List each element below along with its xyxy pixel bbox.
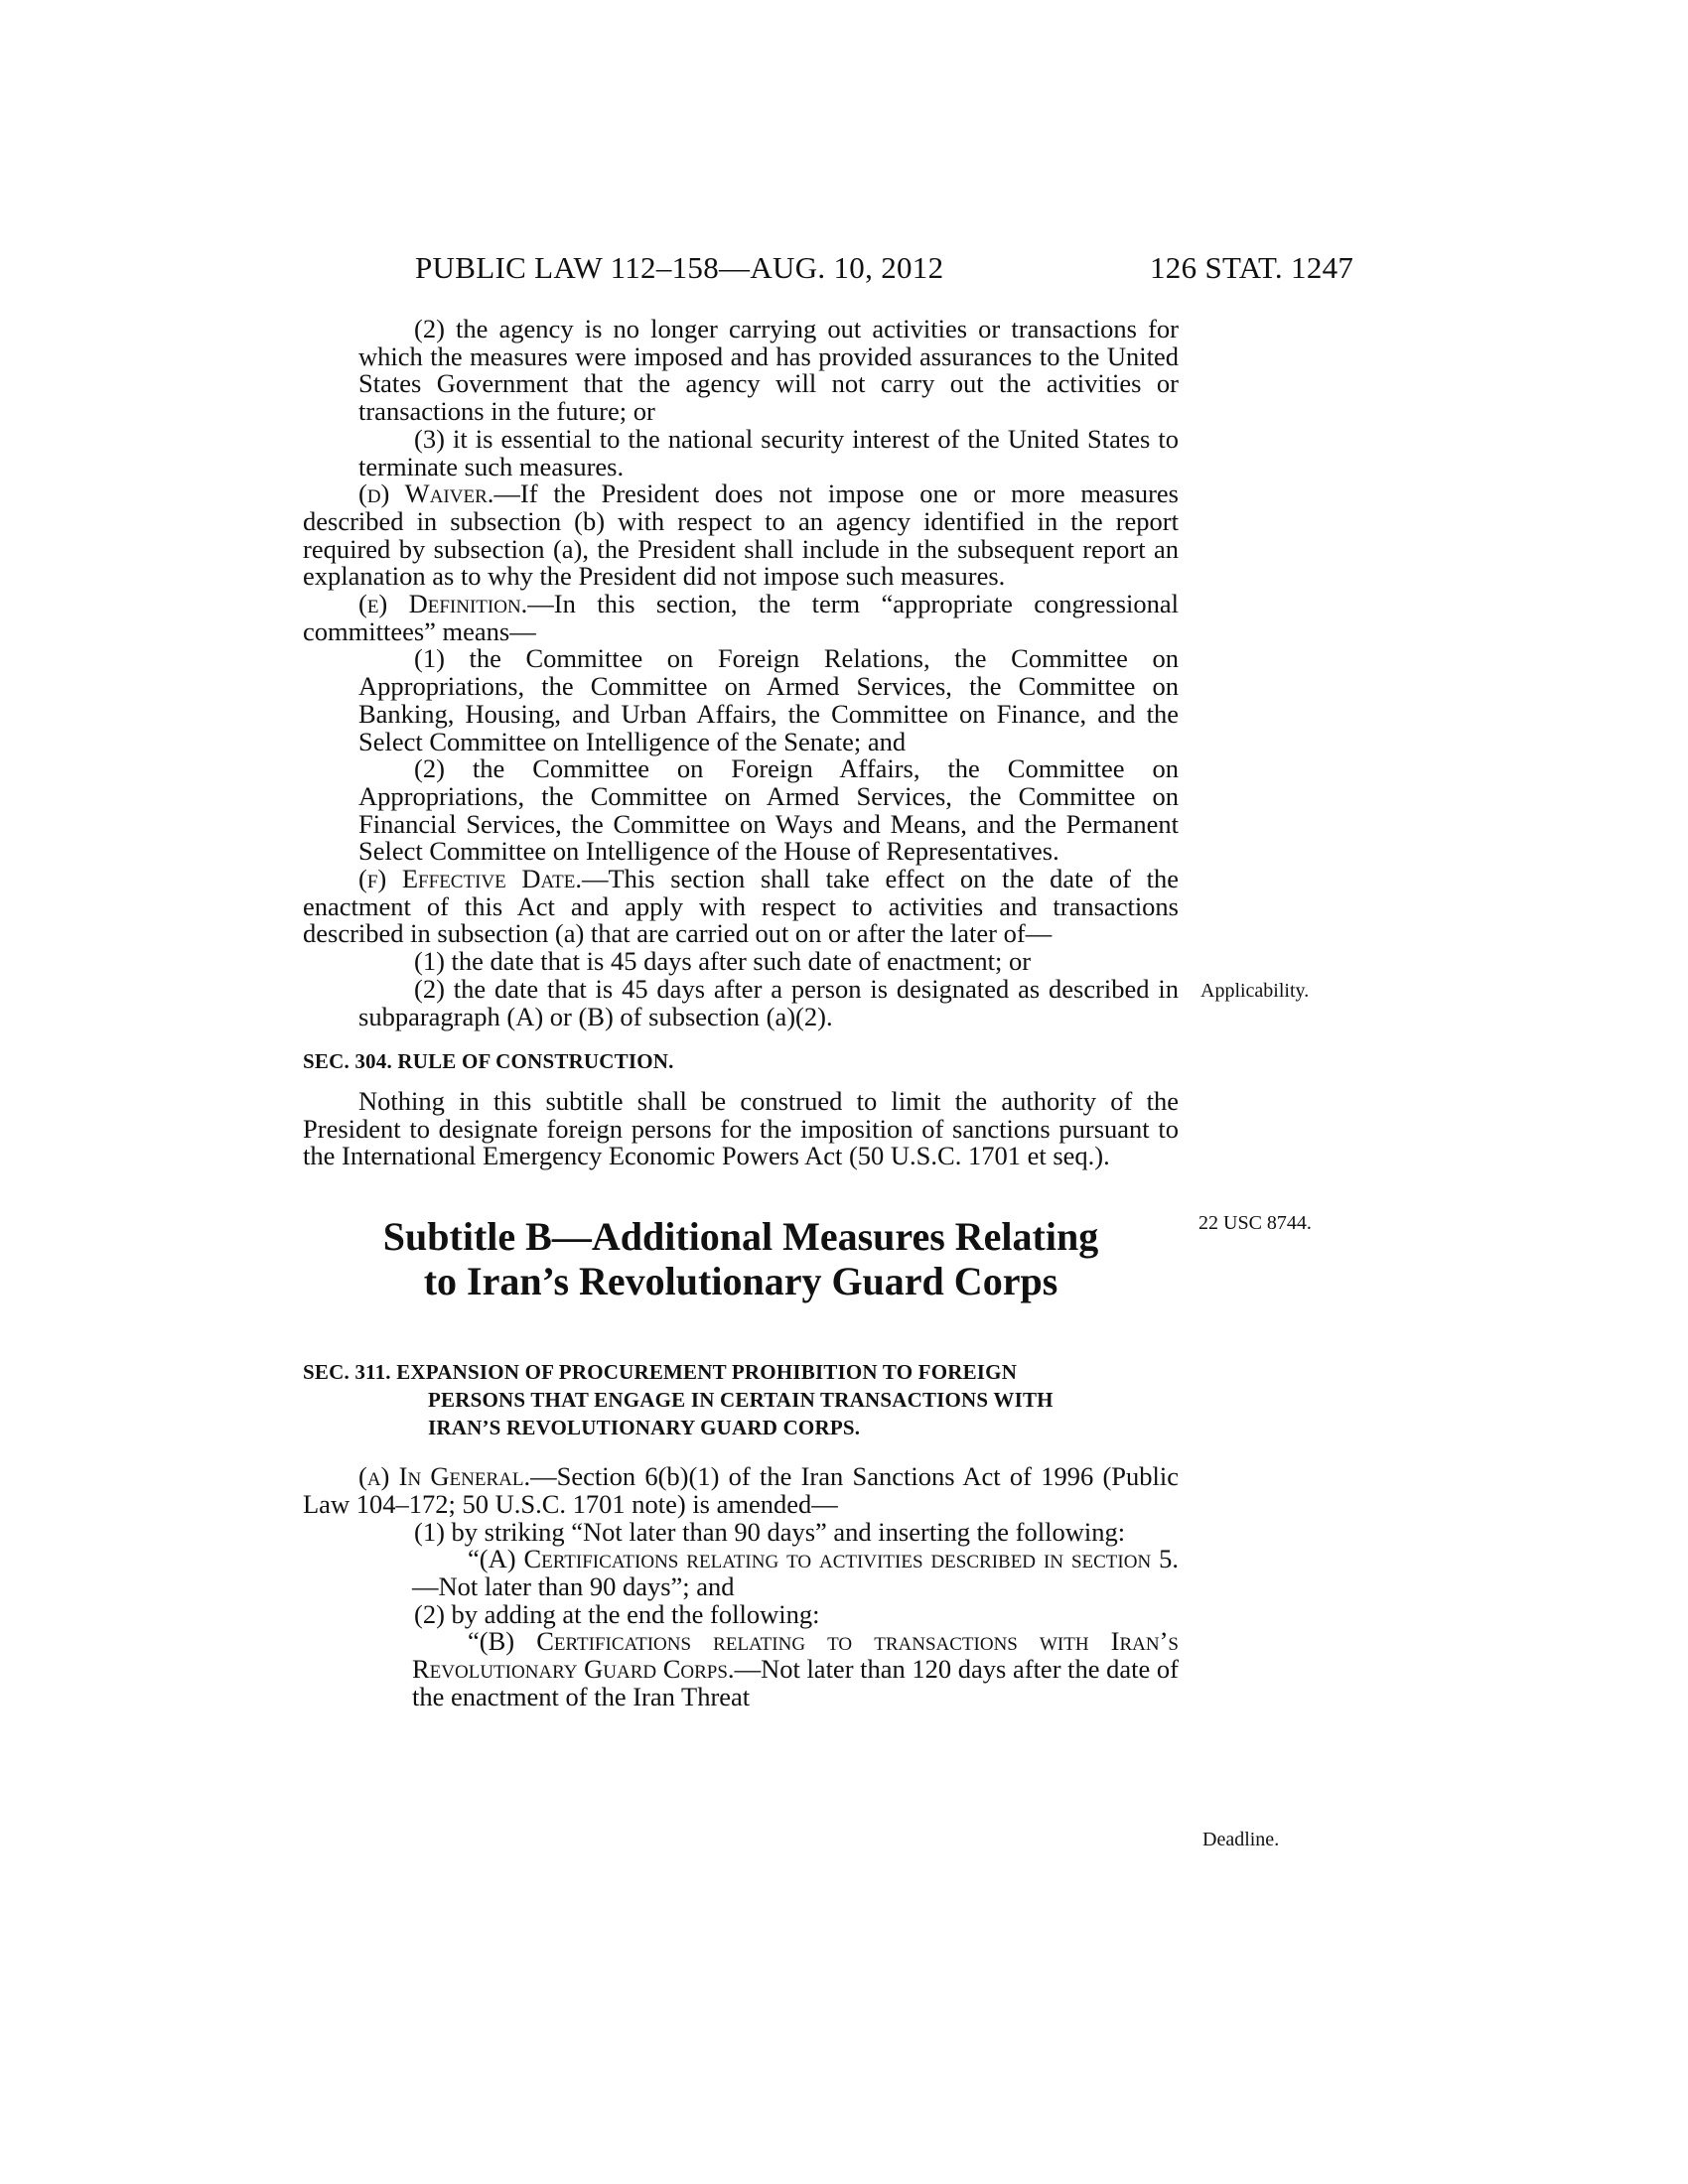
margin-note-deadline: Deadline. [1202,1829,1280,1850]
paragraph-f-text: —This section shall take effect on the date of the enactment of this Act and apply with respect to activities and transactions described in subsection (a) that are carried out on or after the later of— [303,864,1180,949]
paragraph-e [303,591,1179,645]
margin-note-usc: 22 USC 8744. [1198,1212,1312,1234]
subtitle-line-2: to Iran’s Revolutionary Guard Corps [423,1259,1058,1304]
paragraph-e-text: —In this section, the term “appropriate congressional committees” means— [303,589,1179,646]
subtitle-heading [303,1214,1179,1303]
paragraph-a2B [303,1628,1179,1710]
section-304-heading: SEC. 304. RULE OF CONSTRUCTION. [303,1049,674,1074]
document-body [303,316,1179,1711]
paragraph-c3: (3) it is essential to the national security interest of the United States to terminate such measures. [358,423,1179,481]
paragraph-d-heading: (d) Waiver. [358,478,494,509]
paragraph-e2: (2) the Committee on Foreign Affairs, the Committee on Appropriations, the Committee on Armed Services, the Committee on Financial Services, the Committee on Ways and Means, and the Permanent Select Committee on Intelligence of the House of Representatives. [358,753,1179,867]
paragraph-c2: (2) the agency is no longer carrying out activities or transactions for which the measures were imposed and has provided assurances to the United States Government that the agency will not carry out the activities or transactions in the future; or [358,314,1179,427]
subtitle-line-1: Subtitle B—Additional Measures Relating [382,1214,1099,1260]
section-311-heading-line-2: PERSONS THAT ENGAGE IN CERTAIN TRANSACTIONS WITH [428,1387,1054,1412]
section-304-text: Nothing in this subtitle shall be construed to limit the authority of the President to designate foreign persons for the imposition of sanctions pursuant to the International Emergency Economic Powers Act (50 U.S.C. 1701 et seq.). [303,1085,1179,1171]
section-311-heading-line-3: IRAN’S REVOLUTIONARY GUARD CORPS. [428,1415,861,1439]
paragraph-a2B-text: —Not later than 120 days after the date of the enactment of the Iran Threat [412,1654,1179,1711]
paragraph-d-text: —If the President does not impose one or more measures described in subsection (b) with respect to an agency identified in the report required by subsection (a), the President shall include in the subsequent report an explanation as to why the President did not impose such measures. [303,478,1179,592]
paragraph-a-heading: (a) In General. [358,1461,531,1492]
running-header-title: PUBLIC LAW 112–158—AUG. 10, 2012 [415,250,944,285]
paragraph-f2: (2) the date that is 45 days after a person is designated as described in subparagraph (A) or (B) of subsection (a)(2). [358,973,1179,1031]
paragraph-a1A-heading: “(A) Certifications relating to activities described in section 5. [468,1544,1179,1574]
paragraph-f1: (1) the date that is 45 days after such date of enactment; or [414,946,1032,977]
paragraph-a-text: —Section 6(b)(1) of the Iran Sanctions Act of 1996 (Public Law 104–172; 50 U.S.C. 1701 note) is amended— [303,1461,1179,1519]
paragraph-a1: (1) by striking “Not later than 90 days” and inserting the following: [414,1516,1126,1547]
paragraph-f [303,866,1179,948]
paragraph-d [303,480,1179,591]
paragraph-a2B-heading: “(B) Certifications relating to transactions with Iran’s Revolutionary Guard Corps. [412,1626,1179,1685]
paragraph-a [303,1463,1179,1518]
section-311-heading [303,1359,1179,1441]
paragraph-f-heading: (f) Effective Date. [358,864,582,894]
section-311-heading-line-1: SEC. 311. EXPANSION OF PROCUREMENT PROHIBITION TO FOREIGN [303,1360,1018,1385]
paragraph-a1A-text: —Not later than 90 days”; and [412,1571,735,1602]
margin-note-applicability: Applicability. [1200,980,1310,1002]
paragraph-a2: (2) by adding at the end the following: [414,1598,820,1629]
paragraph-e-heading: (e) Definition. [358,589,528,619]
paragraph-a1A [303,1546,1179,1600]
running-header-page: 126 STAT. 1247 [1150,250,1354,285]
paragraph-e1: (1) the Committee on Foreign Relations, the Committee on Appropriations, the Committee on Armed Services, the Committee on Banking, Housing, and Urban Affairs, the Committee on Finance, and the Select Committee on Intelligence of the Senate; and [358,643,1179,756]
